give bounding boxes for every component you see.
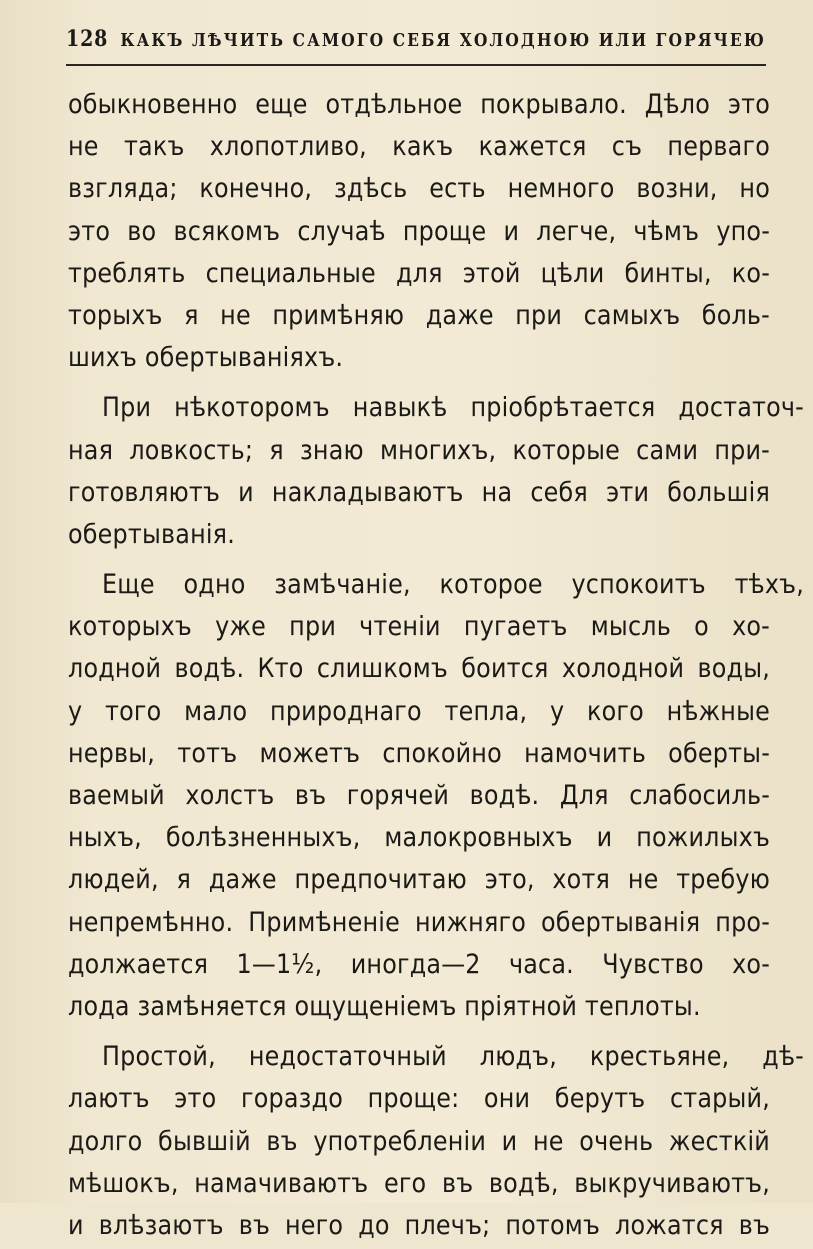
paragraph-1	[68, 84, 770, 379]
text-line: долго бывшій въ употребленіи и не очень жесткій	[68, 1125, 770, 1157]
page-header	[66, 26, 766, 60]
text-line: Еще одно замѣчаніе, которое успокоитъ тѣхъ,	[102, 569, 804, 601]
paragraph-2	[68, 387, 804, 556]
text-line: ваемый холстъ въ горячей водѣ. Для слабосиль-	[68, 780, 770, 811]
text-line: лода замѣняется ощущеніемъ пріятной теплоты.	[68, 990, 701, 1022]
text-line: которыхъ уже при чтеніи пугаетъ мысль о хо-	[68, 611, 770, 643]
header-rule	[66, 64, 766, 66]
page-number: 128	[66, 26, 109, 52]
text-line: готовляютъ и накладываютъ на себя эти большія	[68, 476, 770, 508]
text-line: и влѣзаютъ въ него до плечъ; потомъ ложатся въ	[68, 1209, 770, 1241]
text-line: При нѣкоторомъ навыкѣ пріобрѣтается достаточ-	[102, 392, 804, 424]
text-line: ная ловкость; я знаю многихъ, которые сами при-	[68, 434, 770, 466]
text-line: людей, я даже предпочитаю это, хотя не требую	[68, 864, 770, 896]
text-line: должается 1—1½, иногда—2 часа. Чувство хо-	[68, 948, 770, 980]
paragraph-4	[68, 1036, 804, 1247]
text-line: треблять специальные для этой цѣли бинты, ко-	[68, 257, 770, 289]
text-line: не такъ хлопотливо, какъ кажется съ перваго	[68, 131, 770, 163]
running-title: КАКЪ ЛѢЧИТЬ САМОГО СЕБЯ ХОЛОДНОЮ ИЛИ ГОРЯЧЕЮ	[120, 30, 766, 51]
text-line: это во всякомъ случаѣ проще и легче, чѣмъ упо-	[68, 215, 770, 247]
text-line: нервы, тотъ можетъ спокойно намочить оберты-	[68, 737, 770, 769]
paragraph-3	[68, 564, 804, 1028]
text-line: обертыванія.	[68, 518, 235, 550]
text-line: Простой, недостаточный людъ, крестьяне, дѣ-	[102, 1041, 804, 1073]
text-line: лодной водѣ. Кто слишкомъ боится холодной воды,	[68, 653, 770, 685]
text-line: торыхъ я не примѣняю даже при самыхъ боль-	[68, 299, 770, 331]
text-line: у того мало природнаго тепла, у кого нѣжные	[68, 695, 770, 727]
body-text	[68, 84, 804, 1249]
text-line: ныхъ, болѣзненныхъ, малокровныхъ и пожилыхъ	[68, 822, 770, 854]
text-line: мѣшокъ, намачиваютъ его въ водѣ, выкручиваютъ,	[68, 1167, 770, 1199]
text-line: взгляда; конечно, здѣсь есть немного возни, но	[68, 173, 770, 205]
text-line: непремѣнно. Примѣненіе нижняго обертыванія про-	[68, 906, 770, 938]
text-line: шихъ обертываніяхъ.	[68, 342, 344, 374]
text-line: обыкновенно еще отдѣльное покрывало. Дѣло это	[68, 89, 770, 120]
text-line: лаютъ это гораздо проще: они берутъ старый,	[68, 1083, 770, 1115]
